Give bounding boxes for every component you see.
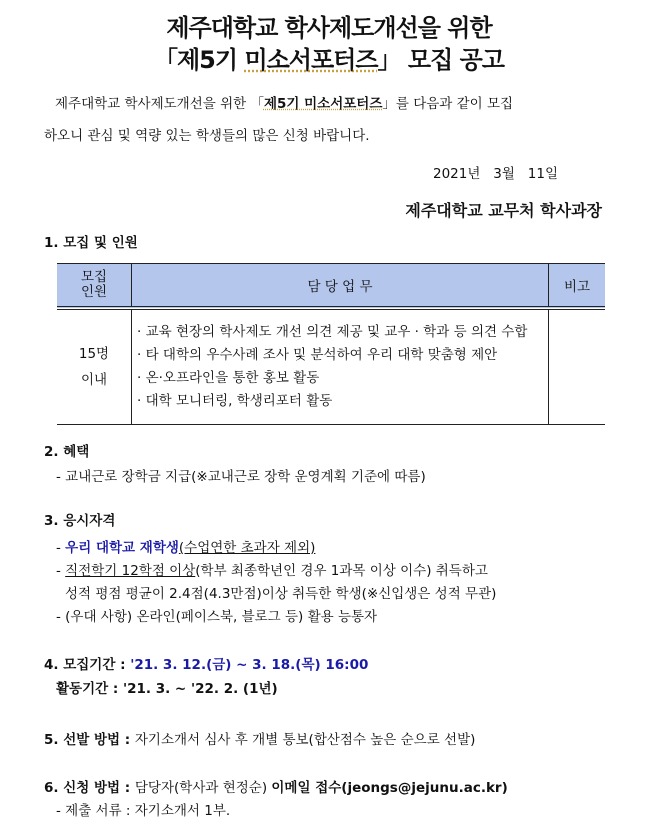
count-l1: 15명 xyxy=(78,346,110,362)
section5 xyxy=(44,728,475,748)
intro-line2: 하오니 관심 및 역량 있는 학생들의 많은 신청 바랍니다. xyxy=(44,128,370,144)
title-prefix: 「제5기 xyxy=(154,46,245,74)
apply-label: 6. 신청 방법 : xyxy=(44,780,135,796)
header-note: 비고 xyxy=(549,264,606,309)
announcement-date: 2021년 3월 11일 xyxy=(433,166,558,182)
header-duties: 담 당 업 무 xyxy=(132,264,549,309)
apply-email: 이메일 접수(jeongs@jejunu.ac.kr) xyxy=(271,780,508,796)
dash: - xyxy=(56,540,66,556)
header-count-l2: 인원 xyxy=(80,284,108,300)
duty-item: · 대학 모니터링, 학생리포터 활동 xyxy=(137,393,333,409)
header-count-l1: 모집 xyxy=(80,269,108,286)
selection-label: 5. 선발 방법 : xyxy=(44,732,135,748)
title-line2 xyxy=(0,40,658,75)
eligibility-highlight: 우리 대학교 재학생 xyxy=(65,540,179,556)
intro-text: 」를 다음과 같이 모집 xyxy=(382,96,514,112)
intro-line1 xyxy=(55,92,513,112)
credit-note: (학부 최종학년인 경우 1과목 이상 이수) 취득하고 xyxy=(195,563,488,579)
section4-activity: 활동기간 : '21. 3. ~ '22. 2. (1년) xyxy=(56,681,278,697)
contact-person: 담당자(학사과 현정순) xyxy=(134,780,272,796)
section3-item2 xyxy=(56,559,488,579)
section3-item1 xyxy=(56,536,315,556)
credit-requirement: 직전학기 12학점 이상 xyxy=(65,563,196,579)
table-header-row xyxy=(57,264,605,309)
section1-heading: 1. 모집 및 인원 xyxy=(44,235,138,251)
note-cell xyxy=(549,308,606,425)
section6 xyxy=(44,776,508,796)
table-row xyxy=(57,308,605,425)
section2-heading: 2. 혜택 xyxy=(44,444,90,460)
period-label: 4. 모집기간 : xyxy=(44,657,131,673)
count-l2: 이내 xyxy=(80,372,108,388)
count-cell xyxy=(57,308,132,425)
header-count xyxy=(57,264,132,309)
title-suffix: 」 모집 공고 xyxy=(377,46,504,74)
title-program-name: 미소서포터즈 xyxy=(244,46,378,74)
section4-period xyxy=(44,653,368,673)
section3-item3: - (우대 사항) 온라인(페이스북, 블로그 등) 활용 능통자 xyxy=(56,609,378,625)
selection-value: 자기소개서 심사 후 개별 통보(합산점수 높은 순으로 선발) xyxy=(134,732,476,748)
intro-text: 제주대학교 학사제도개선을 위한 「 xyxy=(55,96,264,112)
period-value: '21. 3. 12.(금) ~ 3. 18.(목) 16:00 xyxy=(130,657,369,673)
issuer: 제주대학교 교무처 학사과장 xyxy=(405,201,602,220)
dash: - xyxy=(56,563,66,579)
section3-item2-cont: 성적 평점 평균이 2.4점(4.3만점)이상 취득한 학생(※신입생은 성적 무관) xyxy=(65,586,497,602)
section3-heading: 3. 응시자격 xyxy=(44,513,116,529)
intro-program-name: 제5기 미소서포터즈 xyxy=(263,96,383,112)
duties-cell xyxy=(132,308,549,425)
duty-item: · 교육 현장의 학사제도 개선 의견 제공 및 교우 · 학과 등 의견 수합 xyxy=(137,324,528,340)
section6-docs: - 제출 서류 : 자기소개서 1부. xyxy=(56,803,231,819)
section2-item: - 교내근로 장학금 지급(※교내근로 장학 운영계획 기준에 따름) xyxy=(56,469,426,485)
recruitment-table xyxy=(57,263,605,425)
eligibility-note: (수업연한 초과자 제외) xyxy=(178,540,316,556)
title-line1: 제주대학교 학사제도개선을 위한 xyxy=(166,14,492,42)
duty-item: · 타 대학의 우수사례 조사 및 분석하여 우리 대학 맞춤형 제안 xyxy=(137,347,498,363)
duty-item: · 온·오프라인을 통한 홍보 활동 xyxy=(137,370,320,386)
